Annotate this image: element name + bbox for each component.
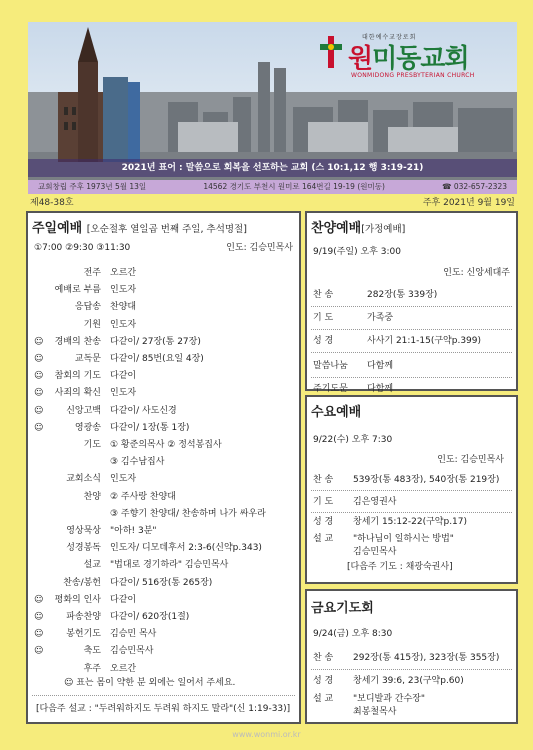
order-value: "아하! 3분" [110,526,157,536]
order-value: 김승민 목사 [110,629,157,640]
order-label: 찬 송 [313,290,334,300]
year-motto: 2021년 표어 : 말씀으로 회복을 선포하는 교회 (스 10:1,12 행 3:19-21) [28,159,517,177]
order-value: 김은영권사 [353,497,397,507]
stand-icon: ☺ [34,388,44,399]
order-value: 다함께 [367,384,394,394]
order-value: ③ 김수남집사 [110,457,165,468]
hymn-leader: 인도: 신앙세대주 [443,268,510,278]
stand-icon: ☺ [34,612,44,622]
logo-english-name: WONMIDONG PRESBYTERIAN CHURCH [351,72,475,79]
stand-icon: ☺ [34,594,44,605]
order-value: 다같이/ 1장(통 1장) [110,422,190,433]
order-label: 설 교 [313,534,334,544]
wednesday-title: 수요예배 [311,405,362,420]
order-value: 사사기 21:1-15(구약p.399) [367,336,482,346]
friday-title: 금요기도회 [311,601,374,616]
order-label: 설교 [83,560,101,571]
stand-icon: ☺ [34,405,44,416]
order-value: 다같이 [110,371,137,382]
next-prayer: [다음주 기도 : 채광숙권사] [347,562,453,572]
divider [311,352,512,353]
order-value: ① 황준의목사 ② 정석봉집사 [110,440,222,450]
order-label: 찬 송 [313,475,334,485]
sunday-service-box [26,211,301,724]
divider [311,512,512,513]
order-value: 인도자 [110,285,137,296]
hymn-date: 9/19(주일) 오후 3:00 [313,247,401,257]
divider [311,669,512,670]
order-value: 인도자 [110,474,137,485]
order-value: 다같이/ 27장(통 27장) [110,336,201,347]
order-label: 영상묵상 [66,526,101,536]
order-value: 오르간 [110,663,137,674]
order-value: 찬양대 [110,302,137,313]
stand-icon: ☺ [34,422,44,433]
order-value: 창세기 15:12-22(구약p.17) [353,517,468,527]
order-label: 전주 [83,268,101,278]
issue-date: 주후 2021년 9월 19일 [422,198,515,208]
friday-date: 9/24(금) 오후 8:30 [313,629,393,639]
order-value: "보디발과 간수장" [353,694,425,704]
order-label: 참회의 기도 [54,371,101,382]
logo-denomination: 대한예수교장로회 [362,34,417,41]
hymn-title: 찬양예배[가정예배] [311,221,406,236]
order-value: 다함께 [367,361,394,371]
wednesday-date: 9/22(수) 오후 7:30 [313,435,393,445]
order-value: 292장(통 415장), 323장(통 355장) [353,653,500,663]
order-label: 신앙고백 [66,405,101,416]
issue-line [28,196,517,210]
order-label: 응답송 [74,302,101,313]
order-value: "법대로 경기하라" 김승민목사 [110,560,229,571]
order-value: 다같이 [110,594,137,605]
order-label: 봉헌기도 [66,629,101,640]
order-value: 인도자/ 디모데후서 2:3-6(신약p.343) [110,543,262,554]
order-value: 인도자 [110,388,137,399]
stand-icon: ☺ [34,371,44,382]
friday-prayer-box [305,589,518,724]
order-label: 파송찬양 [66,612,101,622]
order-label: 찬 송 [313,653,334,663]
church-logo [318,30,513,90]
divider [311,377,512,378]
church-info-bar [28,180,517,194]
logo-church-name: 원미동교회 [348,44,469,74]
sunday-leader: 인도: 김승민목사 [226,243,293,253]
order-label: 예배로 부름 [54,285,101,296]
wednesday-leader: 인도: 김승민목사 [437,455,504,465]
founding-date: 교회창립 주후 1973년 5월 13일 [38,182,147,191]
order-value: 다같이/ 620장(1절) [110,612,190,622]
church-phone: ☎ 032-657-2323 [442,182,507,191]
sunday-times: ①7:00 ②9:30 ③11:30 [34,243,131,253]
order-value: 김승민목사 [353,547,397,557]
order-label: 성 경 [313,517,334,527]
order-label: 기도 [83,440,101,450]
order-value: 가족중 [367,313,394,323]
cross-logo-icon [318,34,344,70]
order-label: 찬송/봉헌 [63,577,101,588]
order-value: 김승민목사 [110,646,154,657]
order-label: 성경봉독 [66,543,101,554]
order-label: 기 도 [313,313,334,323]
order-label: 영광송 [74,422,101,433]
order-label: 성 경 [313,336,334,346]
sunday-title: 주일예배 [오순절후 열일곱 번째 주일, 추석명절] [32,221,247,236]
order-label: 교회소식 [66,474,101,485]
issue-number: 제48-38호 [30,198,74,208]
hymn-service-box [305,211,518,394]
stand-icon: ☺ [34,354,44,364]
order-value: 인도자 [110,319,137,330]
order-label: 축도 [83,646,101,657]
order-value: 다같이/ 85번(요일 4장) [110,354,204,364]
order-label: 사죄의 확신 [54,388,101,399]
order-label: 주기도문 [313,384,348,394]
divider [311,306,512,307]
next-sermon: [다음주 설교 : "두려워하지도 두려워 하지도 말라"(신 1:19-33)] [36,704,291,714]
order-label: 평화의 인사 [54,594,101,605]
order-value: 최봉철목사 [353,707,397,717]
order-value: ③ 주향기 찬양대/ 찬송하며 나가 싸우라 [110,508,266,519]
order-label: 후주 [83,663,101,674]
wednesday-service-box [305,395,518,584]
divider [311,329,512,330]
order-label: 설 교 [313,694,334,704]
divider [311,490,512,491]
order-value: ② 주사랑 찬양대 [110,491,176,502]
order-label: 말씀나눔 [313,361,348,371]
order-value: 다같이/ 516장(통 265장) [110,577,213,588]
website-footer: www.wonmi.or.kr [232,730,301,739]
order-label: 경배의 찬송 [54,336,101,347]
order-label: 교독문 [74,354,101,364]
order-label: 성 경 [313,676,334,686]
order-value: 창세기 39:6, 23(구약p.60) [353,676,464,686]
order-value: 다같이/ 사도신경 [110,405,177,416]
header-banner [28,22,517,182]
order-value: 282장(통 339장) [367,290,438,300]
standing-note: ☺ 표는 몸이 약한 분 외에는 일어서 주세요. [64,678,236,688]
order-value: 539장(통 483장), 540장(통 219장) [353,475,500,485]
stand-icon: ☺ [34,646,44,657]
church-address: 14562 경기도 부천시 원미로 164번길 19-19 (원미동) [203,182,385,191]
divider [32,695,295,696]
order-value: 오르간 [110,268,137,278]
order-label: 기원 [83,319,101,330]
stand-icon: ☺ [34,629,44,640]
order-label: 기 도 [313,497,334,507]
order-label: 찬양 [83,491,101,502]
order-value: "하나님이 일하시는 방법" [353,534,454,544]
stand-icon: ☺ [34,336,44,347]
